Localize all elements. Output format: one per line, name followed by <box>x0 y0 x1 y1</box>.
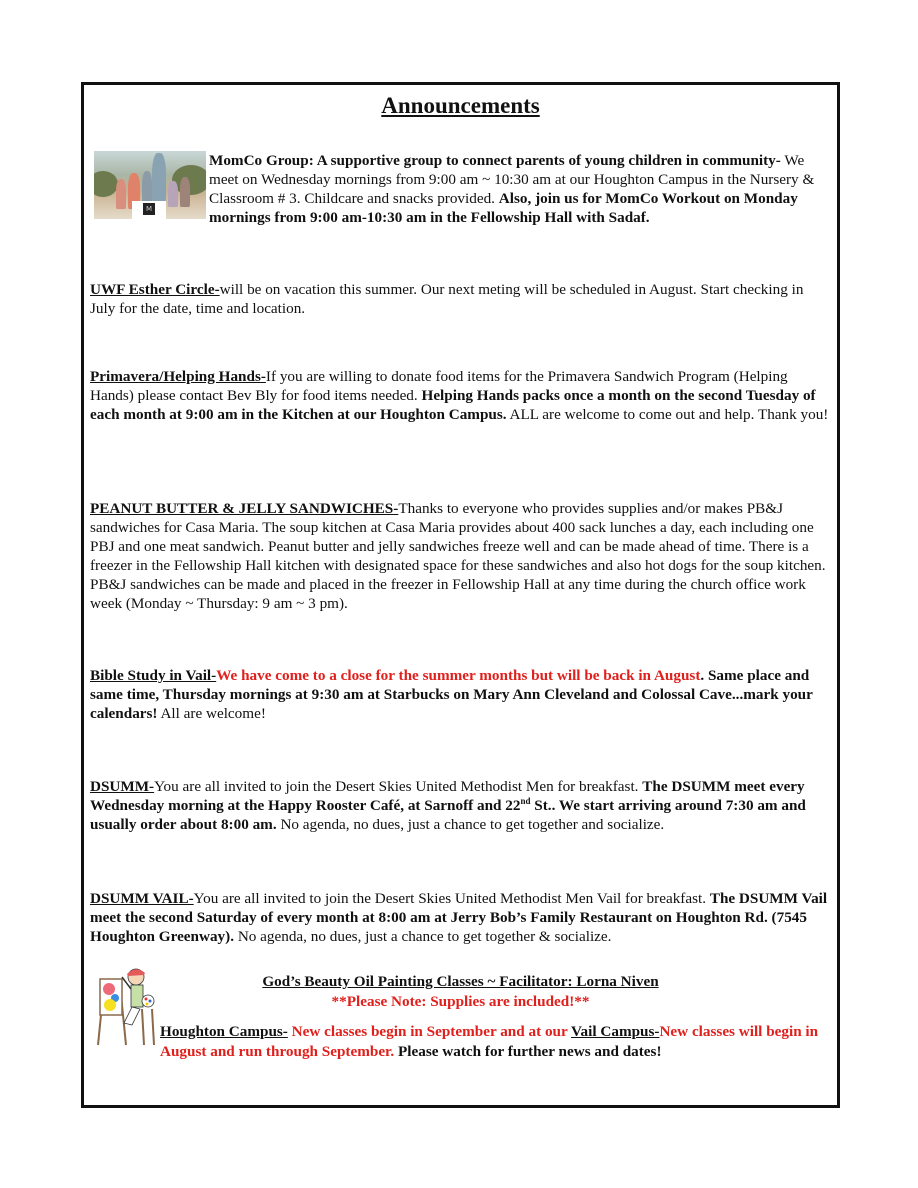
esther-circle-announcement <box>90 280 829 318</box>
dsumm-schedule-b: St.. We start arriving around 7:30 am and usually order about 8:00 am. <box>90 797 806 833</box>
houghton-campus-text: New classes begin in September and at our <box>287 1023 571 1040</box>
primavera-tail: ALL are welcome to come out and help. Thank you! <box>506 406 829 423</box>
bible-schedule: . Same place and same time, Thursday mornings at 9:30 am at Starbucks on Mary Ann Cleveland and Colossal Cave...mark your calendars! <box>90 667 813 722</box>
momco-workout: Also, join us for MomCo Workout on Monday mornings from 9:00 am-10:30 am in the Fellowship Hall with Sadaf. <box>209 190 798 226</box>
bible-heading: Bible Study in Vail- <box>90 667 217 684</box>
primavera-heading: Primavera/Helping Hands- <box>90 368 266 385</box>
dsumm-body: You are all invited to join the Desert Skies United Methodist Men for breakfast. <box>154 778 643 795</box>
dsumm-ordinal: nd <box>520 795 531 806</box>
dsumm-vail-heading: DSUMM VAIL- <box>90 890 194 907</box>
primavera-schedule: Helping Hands packs once a month on the second Tuesday of each month at 9:00 am in the Kitchen at our Houghton Campus. <box>90 387 816 423</box>
primavera-announcement <box>90 367 829 424</box>
momco-heading: MomCo Group: A supportive group to connect parents of young children in community- <box>209 152 781 169</box>
painting-tail: Please watch for further news and dates! <box>394 1043 662 1060</box>
momco-logo-letter: M <box>143 203 155 215</box>
dsumm-schedule-a: The DSUMM meet every Wednesday morning at the Happy Rooster Café, at Sarnoff and 22 <box>90 778 805 814</box>
bible-tail: All are welcome! <box>157 705 266 722</box>
pbj-announcement <box>90 499 829 613</box>
painting-supplies-note: **Please Note: Supplies are included!** <box>331 993 590 1010</box>
momco-body: We meet on Wednesday mornings from 9:00 am ~ 10:30 am at our Houghton Campus in the Nursery & Classroom # 3. Childcare and snacks provided. <box>209 152 815 207</box>
pbj-body: Thanks to everyone who provides supplies and/or makes PB&J sandwiches for Casa Maria. The soup kitchen at Casa Maria provides about 400 sack lunches a day, each including one PBJ and one meat sandwich. Peanut butter and jelly sandwiches freeze well and can be made ahead of time. There is a freezer in the Fellowship Hall kitchen with designated space for these sandwiches and also hot dogs for the soup kitchen. PB&J sandwiches can be made and placed in the freezer in Fellowship Hall at any time during the church office work week (Monday ~ Thursday: 9 am ~ 3 pm). <box>90 500 826 612</box>
vail-campus-text: New classes will begin in August and run through September. <box>160 1023 819 1060</box>
esther-body: will be on vacation this summer. Our next meting will be scheduled in August. Start checking in July for the date, time and location. <box>90 281 804 317</box>
dsumm-vail-schedule: The DSUMM Vail meet the second Saturday of every month at 8:00 am at Jerry Bob’s Family Restaurant on Houghton Rd. (7545 Houghton Greenway). <box>90 890 828 945</box>
vail-campus-label: Vail Campus- <box>570 1023 660 1040</box>
dsumm-vail-announcement <box>90 889 829 946</box>
page-title: Announcements <box>381 93 540 118</box>
dsumm-announcement <box>90 777 829 834</box>
houghton-campus-label: Houghton Campus- <box>160 1023 288 1040</box>
momco-logo <box>132 201 166 219</box>
painting-title: God’s Beauty Oil Painting Classes ~ Facilitator: Lorna Niven <box>262 973 659 990</box>
dsumm-tail: No agenda, no dues, just a chance to get together and socialize. <box>276 816 665 833</box>
painting-classes-header <box>84 972 837 1012</box>
bible-closure-notice: We have come to a close for the summer months but will be back in August <box>216 667 701 684</box>
pbj-heading: PEANUT BUTTER & JELLY SANDWICHES- <box>90 500 399 517</box>
dsumm-heading: DSUMM- <box>90 778 155 795</box>
dsumm-vail-body: You are all invited to join the Desert Skies United Methodist Men Vail for breakfast. <box>193 890 710 907</box>
momco-family-photo <box>94 151 206 219</box>
primavera-body: If you are willing to donate food items for the Primavera Sandwich Program (Helping Hands) please contact Bev Bly for food items needed. <box>90 368 788 404</box>
dsumm-vail-tail: No agenda, no dues, just a chance to get together & socialize. <box>234 928 612 945</box>
painting-classes-schedule <box>160 1022 829 1062</box>
esther-heading: UWF Esther Circle- <box>90 281 220 298</box>
momco-announcement <box>209 151 833 227</box>
bible-study-announcement <box>90 666 829 723</box>
announcements-frame <box>81 82 840 1108</box>
